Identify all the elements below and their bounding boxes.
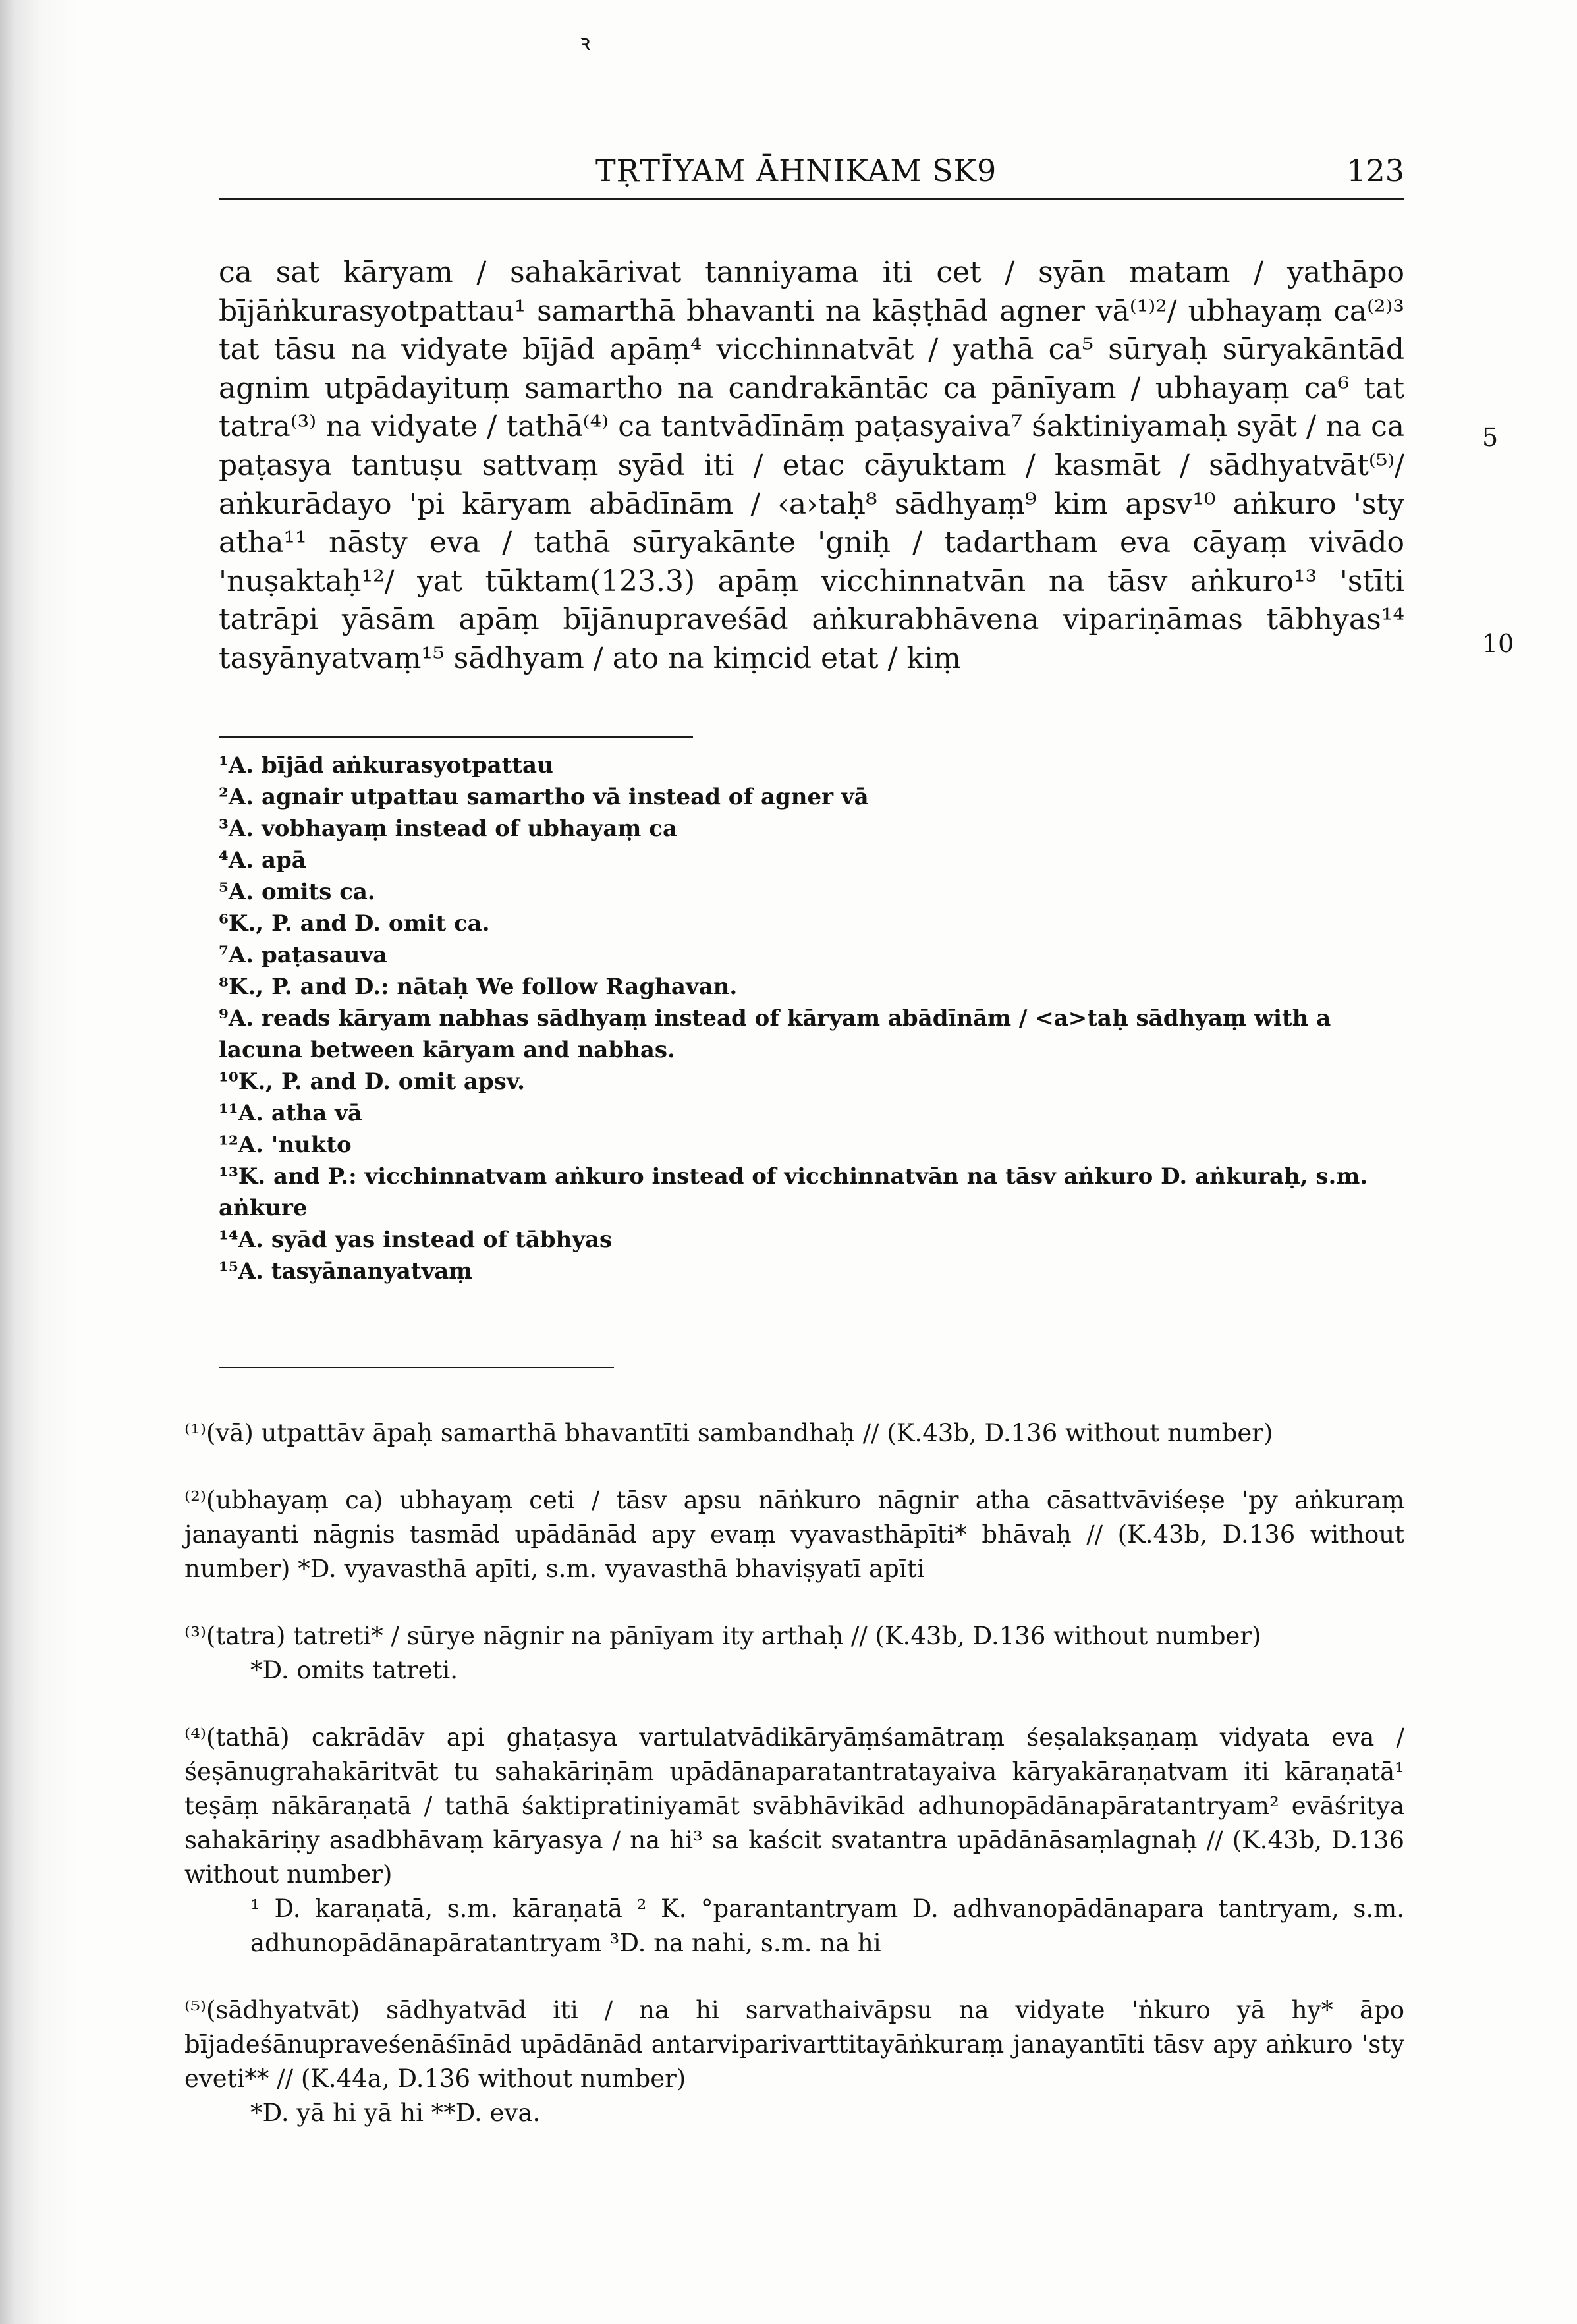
- commentary: [184, 1416, 1404, 2163]
- apparatus-note-12: ¹²A. 'nukto: [219, 1132, 352, 1158]
- top-mark: ꝛ: [580, 30, 591, 56]
- apparatus-note-9: ⁹A. reads kāryam nabhas sādhyaṃ instead of kāryam abādīnām / <a>taḥ sādhyaṃ with a lacuna between kāryam and nabhas.: [219, 1005, 1331, 1063]
- apparatus-note-6: ⁶K., P. and D. omit ca.: [219, 910, 490, 937]
- commentary-subnote: *D. yā hi yā hi **D. eva.: [250, 2099, 541, 2127]
- apparatus-note-5: ⁵A. omits ca.: [219, 879, 375, 905]
- commentary-subnote: *D. omits tatreti.: [250, 1656, 458, 1684]
- commentary-entry-5: [184, 1993, 1404, 2130]
- apparatus-note-4: ⁴A. apā: [219, 847, 306, 873]
- apparatus-note-3: ³A. vobhayaṃ instead of ubhayaṃ ca: [219, 816, 677, 842]
- page-header: [219, 152, 1404, 200]
- commentary-entry-2: [184, 1483, 1404, 1586]
- commentary-entry-1: [184, 1416, 1404, 1451]
- apparatus-note-8: ⁸K., P. and D.: nātaḥ We follow Raghavan.: [219, 974, 738, 1000]
- commentary-divider: [219, 1367, 614, 1368]
- commentary-entry-4: [184, 1721, 1404, 1960]
- commentary-text: ⁽²⁾(ubhayaṃ ca) ubhayaṃ ceti / tāsv apsu nāṅkuro nāgnir atha cāsattvāviśeṣe 'py aṅkuraṃ janayanti nāgnis tasmād upādānād apy evaṃ vyavasthāpīti* bhāvaḥ // (K.43b, D.136 without number) *D. vyavasthā apīti, s.m. vyavasthā bhaviṣyatī apīti: [184, 1486, 1404, 1583]
- line-number-5: 5: [1482, 423, 1499, 452]
- apparatus-note-2: ²A. agnair utpattau samartho vā instead of agner vā: [219, 784, 869, 810]
- commentary-text: ⁽¹⁾(vā) utpattāv āpaḥ samarthā bhavantīti sambandhaḥ // (K.43b, D.136 without number): [184, 1419, 1273, 1447]
- apparatus-note-14: ¹⁴A. syād yas instead of tābhyas: [219, 1227, 613, 1253]
- commentary-entry-3: [184, 1619, 1404, 1688]
- running-head: TṚTĪYAM ĀHNIKAM SK9: [595, 153, 997, 188]
- apparatus-divider: [219, 736, 693, 738]
- line-number-10: 10: [1482, 629, 1514, 658]
- apparatus-note-1: ¹A. bījād aṅkurasyotpattau: [219, 752, 553, 779]
- apparatus-note-7: ⁷A. paṭasauva: [219, 942, 388, 968]
- page-number: 123: [1346, 153, 1404, 188]
- critical-apparatus: [219, 750, 1404, 1287]
- main-paragraph: ca sat kāryam / sahakārivat tanniyama iti cet / syān matam / yathāpo bījāṅkurasyotpattau¹ samarthā bhavanti na kāṣṭhād agner vā⁽¹⁾²/ ubhayaṃ ca⁽²⁾³ tat tāsu na vidyate bījād apāṃ⁴ vicchinnatvāt / yathā ca⁵ sūryaḥ sūryakāntād agnim utpādayituṃ samartho na candrakāntāc ca pānīyam / ubhayaṃ ca⁶ tat tatra⁽³⁾ na vidyate / tathā⁽⁴⁾ ca tantvādīnāṃ paṭasyaiva⁷ śaktiniyamaḥ syāt / na ca paṭasya tantuṣu sattvaṃ syād iti / etac cāyuktam / kasmāt / sādhyatvāt⁽⁵⁾/ aṅkurādayo 'pi kāryam abādīnām / ‹a›taḥ⁸ sādhyaṃ⁹ kim apsv¹⁰ aṅkuro 'sty atha¹¹ nāsty eva / tathā sūryakānte 'gniḥ / tadartham eva cāyaṃ vivādo 'nuṣaktaḥ¹²/ yat tūktam(123.3) apāṃ vicchinnatvān na tāsv aṅkuro¹³ 'stīti tatrāpi yāsām apāṃ bījānupraveśād aṅkurabhāvena vipariṇāmas tābhyas¹⁴ tasyānyatvaṃ¹⁵ sādhyam / ato na kiṃcid etat / kiṃ: [219, 256, 1404, 675]
- main-text: [219, 254, 1404, 678]
- commentary-subnote: ¹ D. karaṇatā, s.m. kāraṇatā ² K. °parantantryam D. adhvanopādānapara tantryam, s.m. adhunopādānapāratantryam ³D. na nahi, s.m. na hi: [250, 1895, 1404, 1957]
- apparatus-note-13: ¹³K. and P.: vicchinnatvam aṅkuro instead of vicchinnatvān na tāsv aṅkuro D. aṅkuraḥ, s.m. aṅkure: [219, 1163, 1368, 1221]
- apparatus-note-15: ¹⁵A. tasyānanyatvaṃ: [219, 1258, 473, 1285]
- commentary-text: ⁽⁴⁾(tathā) cakrādāv api ghaṭasya vartulatvādikāryāṃśamātraṃ śeṣalakṣaṇaṃ vidyata eva / śeṣānugrahakāritvāt tu sahakāriṇām upādānaparatantratayaiva kāryakāraṇatvam iti kāraṇatā¹ teṣāṃ nākāraṇatā / tathā śaktipratiniyamāt svābhāvikād adhunopādānapāratantryam² evāśritya sahakāriṇy asadbhāvaṃ kāryasya / na hi³ sa kaścit svatantra upādānāsaṃlagnaḥ // (K.43b, D.136 without number): [184, 1723, 1404, 1889]
- commentary-text: ⁽⁵⁾(sādhyatvāt) sādhyatvād iti / na hi sarvathaivāpsu na vidyate 'ṅkuro yā hy* āpo bījadeśānupraveśenāśīnād upādānād antarviparivarttitayāṅkuraṃ janayantīti tāsv apy aṅkuro 'sty eveti** // (K.44a, D.136 without number): [184, 1996, 1404, 2093]
- apparatus-note-10: ¹⁰K., P. and D. omit apsv.: [219, 1068, 525, 1095]
- apparatus-note-11: ¹¹A. atha vā: [219, 1100, 362, 1126]
- commentary-text: ⁽³⁾(tatra) tatreti* / sūrye nāgnir na pānīyam ity arthaḥ // (K.43b, D.136 without number): [184, 1622, 1261, 1650]
